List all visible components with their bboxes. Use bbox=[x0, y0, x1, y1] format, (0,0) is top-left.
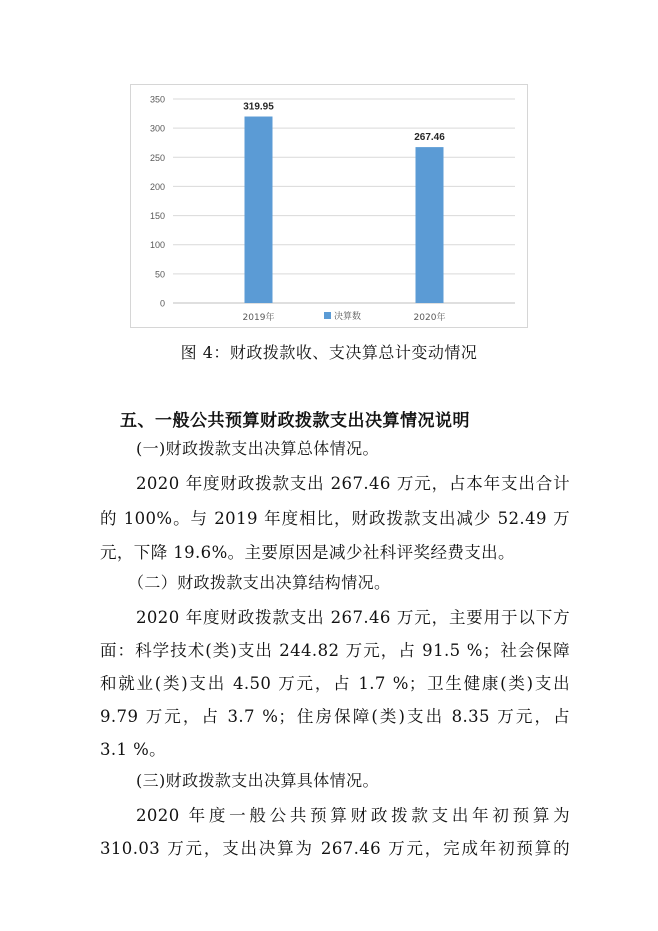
legend-label: 决算数 bbox=[334, 312, 362, 322]
paragraph-line: 元，下降 19.6%。主要原因是减少社科评奖经费支出。 bbox=[100, 543, 515, 562]
paragraph-line: 2020 年度财政拨款支出 267.46 万元，主要用于以下方 bbox=[136, 608, 570, 627]
chart-canvas bbox=[131, 85, 529, 329]
paragraph-line: 3.1 %。 bbox=[100, 740, 167, 759]
y-tick-label: 350 bbox=[149, 94, 165, 105]
subsection-heading: （二）财政拨款支出决算结构情况。 bbox=[128, 573, 391, 592]
paragraph-line: 310.03 万元，支出决算为 267.46 万元，完成年初预算的 bbox=[100, 839, 570, 858]
data-label: 319.95 bbox=[243, 101, 274, 113]
y-tick-label: 300 bbox=[149, 123, 165, 134]
subsection-heading: (一)财政拨款支出决算总体情况。 bbox=[136, 439, 379, 458]
y-tick-label: 0 bbox=[159, 298, 165, 309]
x-tick-label: 2019年 bbox=[242, 313, 275, 323]
paragraph-line: 的 100%。与 2019 年度相比，财政拨款支出减少 52.49 万 bbox=[100, 509, 570, 528]
paragraph-line: 面：科学技术(类)支出 244.82 万元，占 91.5 %；社会保障 bbox=[100, 641, 570, 660]
bar-chart bbox=[130, 84, 528, 328]
y-tick-label: 250 bbox=[149, 152, 165, 163]
subsection-heading: (三)财政拨款支出决算具体情况。 bbox=[136, 771, 379, 790]
bar bbox=[245, 117, 273, 303]
y-tick-label: 150 bbox=[149, 211, 165, 222]
paragraph-line: 和就业(类)支出 4.50 万元，占 1.7 %；卫生健康(类)支出 bbox=[100, 674, 570, 693]
data-label: 267.46 bbox=[414, 132, 445, 144]
section-heading: 五、一般公共预算财政拨款支出决算情况说明 bbox=[120, 411, 470, 431]
paragraph-line: 2020 年度一般公共预算财政拨款支出年初预算为 bbox=[136, 806, 570, 825]
legend-swatch bbox=[324, 312, 331, 319]
y-tick-label: 200 bbox=[149, 181, 165, 192]
x-tick-label: 2020年 bbox=[413, 313, 446, 323]
y-tick-label: 50 bbox=[154, 269, 165, 280]
y-tick-label: 100 bbox=[149, 240, 165, 251]
paragraph-line: 2020 年度财政拨款支出 267.46 万元，占本年支出合计 bbox=[136, 474, 570, 493]
bar bbox=[416, 147, 444, 303]
paragraph-line: 9.79 万元，占 3.7 %；住房保障(类)支出 8.35 万元，占 bbox=[100, 707, 570, 726]
figure-caption: 图 4：财政拨款收、支决算总计变动情况 bbox=[180, 343, 478, 362]
